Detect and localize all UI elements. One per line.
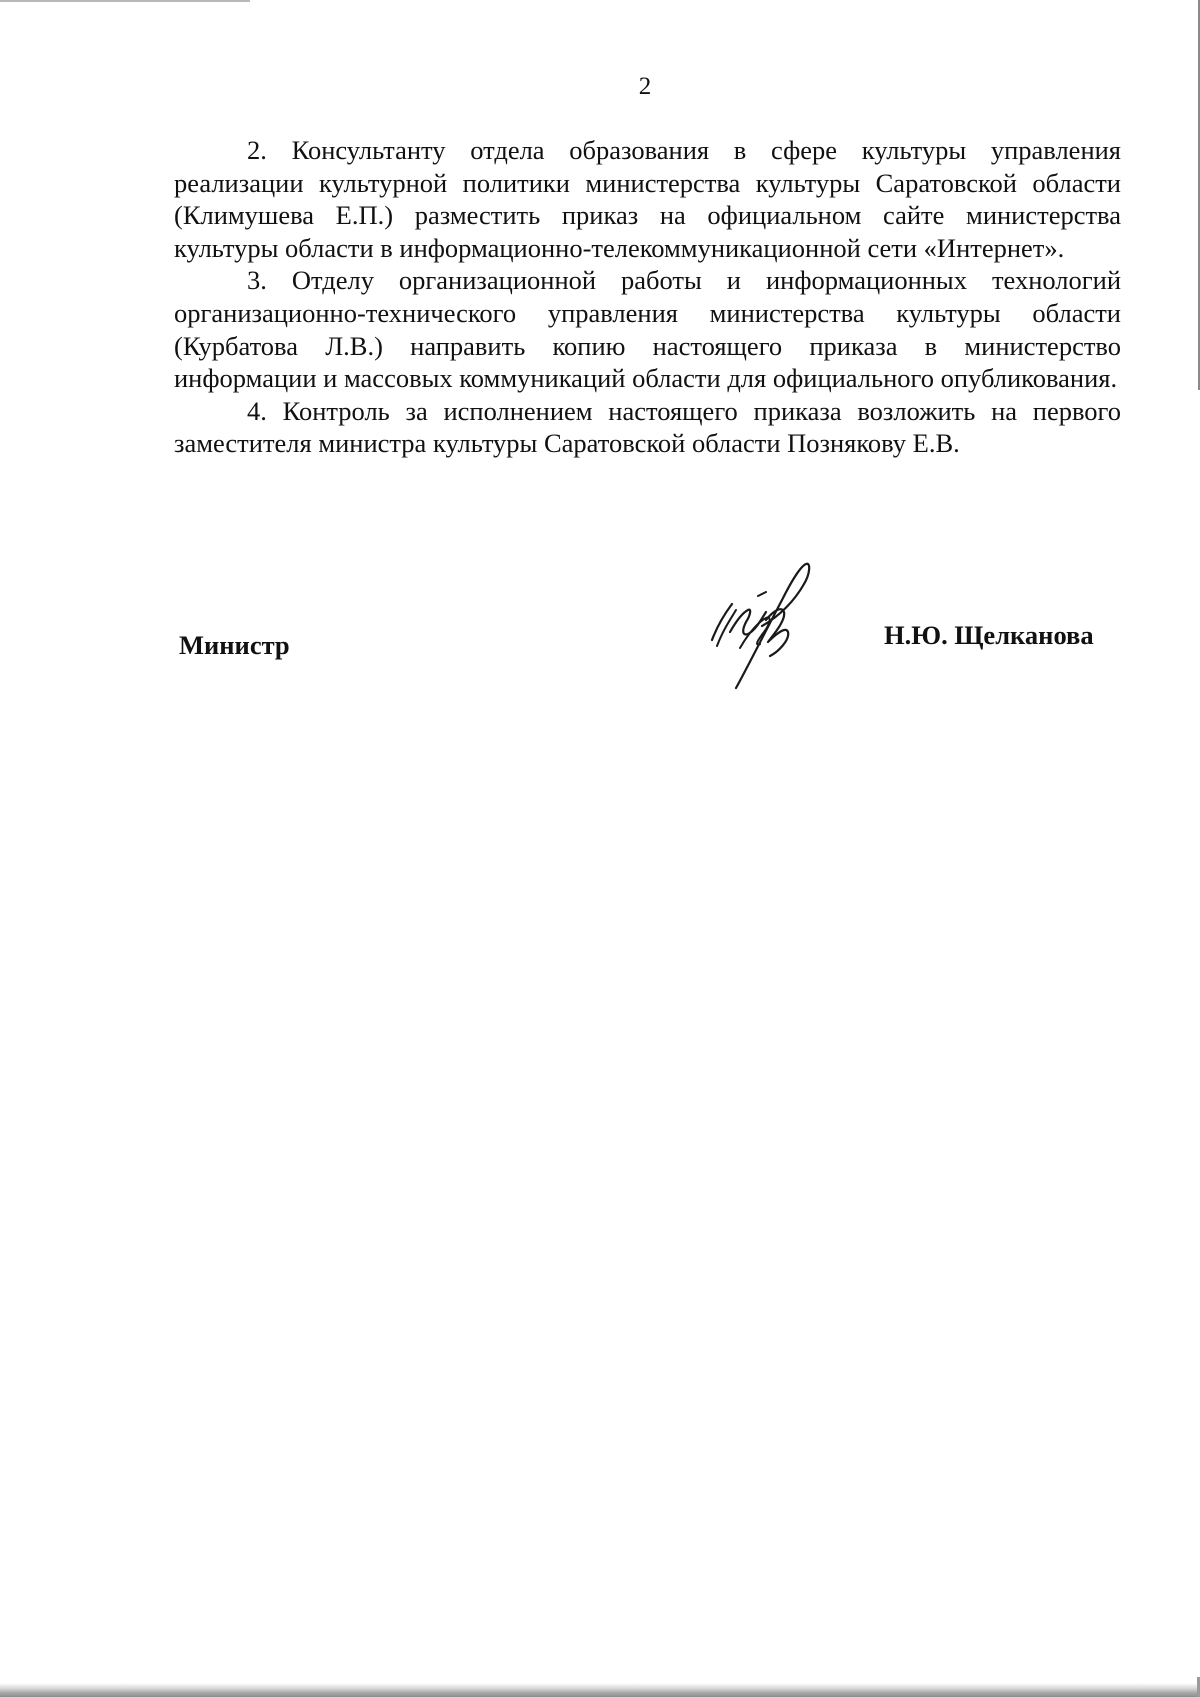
handwritten-signature-icon — [700, 560, 840, 700]
paragraph-item-2: 2. Консультанту отдела образования в сфере культуры управления реализации культурной политики министерства культуры Саратовской области (Климушева Е.П.) разместить приказ на официальном сайте министерства культуры области в информационно-телекоммуникационной сети «Интернет». — [174, 135, 1121, 263]
paragraph-item-4: 4. Контроль за исполнением настоящего приказа возложить на первого заместителя министра культуры Саратовской области Познякову Е.В. — [174, 395, 1121, 459]
signatory-name: Н.Ю. Щелканова — [884, 620, 1094, 650]
scan-edge-bottom — [0, 1683, 1200, 1697]
signature-block — [0, 560, 1200, 700]
scan-edge-top — [0, 0, 250, 2]
document-body — [174, 134, 1121, 460]
page-number: 2 — [638, 73, 652, 100]
paragraph-item-3: 3. Отделу организационной работы и информационных технологий организационно-технического управления министерства культуры области (Курбатова Л.В.) направить копию настоящего приказа в министерство информации и массовых коммуникаций области для официального опубликования. — [174, 265, 1121, 394]
signatory-position: Министр — [179, 630, 290, 660]
